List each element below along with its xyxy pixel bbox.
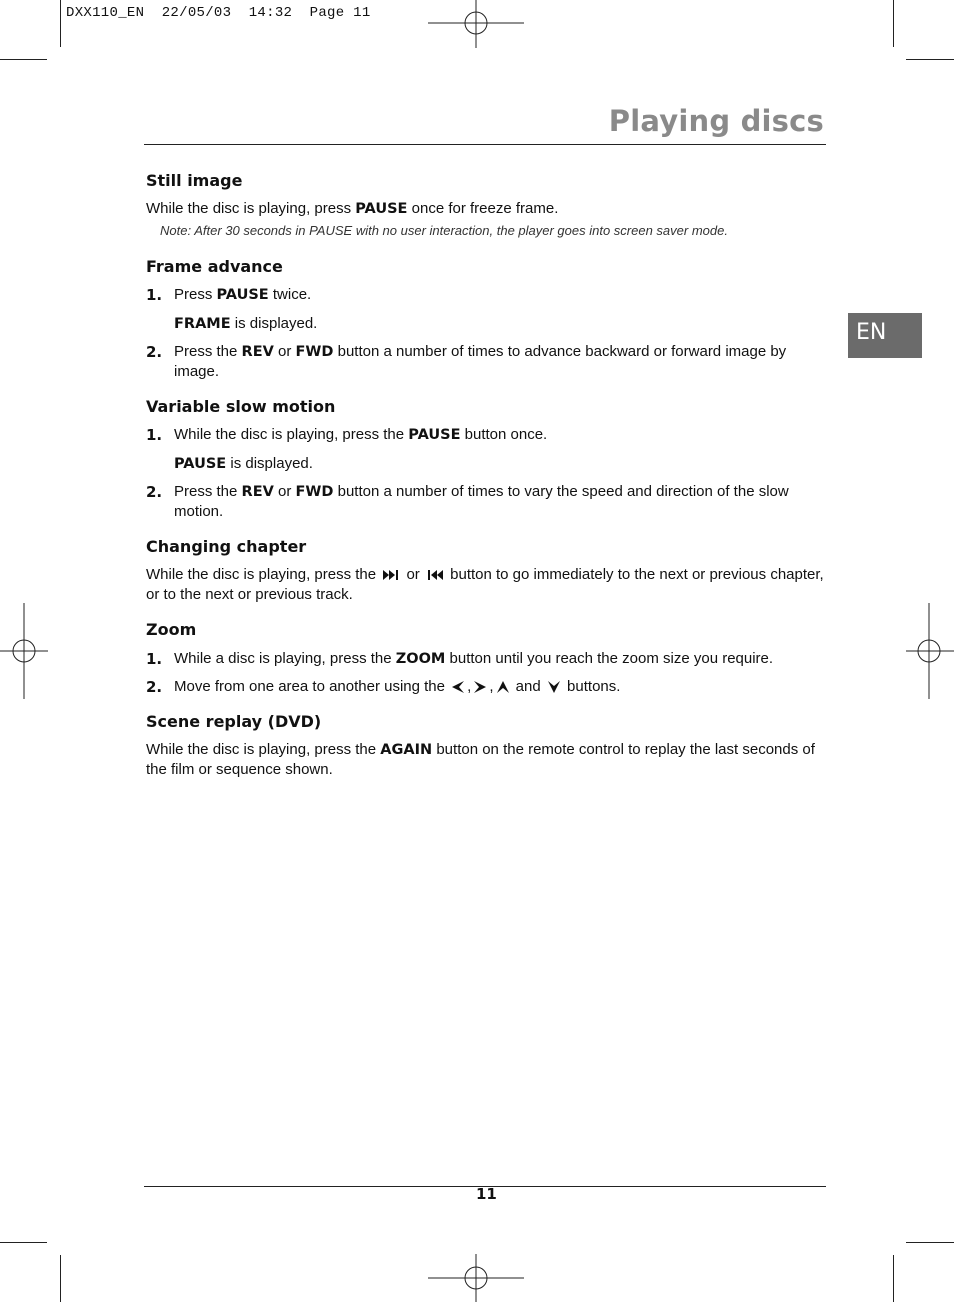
scene-replay-text: While the disc is playing, press the AGAIN button on the remote control to replay the last seconds of the film or sequence shown. (146, 741, 815, 778)
registration-mark-bottom (428, 1254, 524, 1302)
crop-mark (906, 59, 954, 60)
skip-next-icon (383, 570, 399, 580)
still-image-text: While the disc is playing, press PAUSE once for freeze frame. (146, 200, 559, 217)
right-arrow-icon (474, 681, 486, 693)
frame-step-1-result: FRAME is displayed. (174, 315, 318, 332)
section-heading-slow-motion: Variable slow motion (146, 397, 336, 416)
crop-mark (906, 1242, 954, 1243)
section-heading-scene-replay: Scene replay (DVD) (146, 712, 322, 731)
skip-previous-icon (427, 570, 443, 580)
step-number: 2. (146, 483, 163, 501)
slow-step-2: Press the REV or FWD button a number of times to vary the speed and direction of the slow motion. (174, 483, 789, 520)
changing-chapter-text: While the disc is playing, press the or button to go immediately to the next or previous chapter, or to the next or previous track. (146, 566, 824, 603)
zoom-step-2: Move from one area to another using the , , and buttons. (174, 678, 621, 695)
crop-mark (893, 0, 894, 47)
frame-step-1: Press PAUSE twice. (174, 286, 312, 303)
registration-mark-top (428, 0, 524, 48)
step-number: 2. (146, 678, 163, 696)
frame-step-2: Press the REV or FWD button a number of times to advance backward or forward image by image. (174, 343, 787, 380)
page-title: Playing discs (608, 104, 824, 138)
crop-mark (0, 59, 47, 60)
left-arrow-icon (452, 681, 464, 693)
crop-mark (60, 0, 61, 47)
title-rule (144, 144, 826, 145)
page-number: 11 (476, 1185, 497, 1203)
step-number: 2. (146, 343, 163, 361)
crop-mark (60, 1255, 61, 1302)
step-number: 1. (146, 426, 163, 444)
step-number: 1. (146, 286, 163, 304)
slow-step-1: While the disc is playing, press the PAUSE button once. (174, 426, 548, 443)
registration-mark-left (0, 603, 48, 699)
print-slug: DXX110_EN 22/05/03 14:32 Page 11 (66, 5, 371, 21)
section-heading-changing-chapter: Changing chapter (146, 537, 307, 556)
zoom-step-1: While a disc is playing, press the ZOOM button until you reach the zoom size you require. (174, 650, 774, 667)
section-heading-still-image: Still image (146, 171, 243, 190)
crop-mark (893, 1255, 894, 1302)
section-heading-frame-advance: Frame advance (146, 257, 283, 276)
registration-mark-right (906, 603, 954, 699)
step-number: 1. (146, 650, 163, 668)
section-heading-zoom: Zoom (146, 620, 197, 639)
crop-mark (0, 1242, 47, 1243)
language-tab: EN (848, 313, 922, 358)
down-arrow-icon (548, 681, 560, 693)
up-arrow-icon (497, 681, 509, 693)
slow-step-1-result: PAUSE is displayed. (174, 455, 313, 472)
still-image-note: Note: After 30 seconds in PAUSE with no user interaction, the player goes into screen saver mode. (160, 223, 728, 238)
